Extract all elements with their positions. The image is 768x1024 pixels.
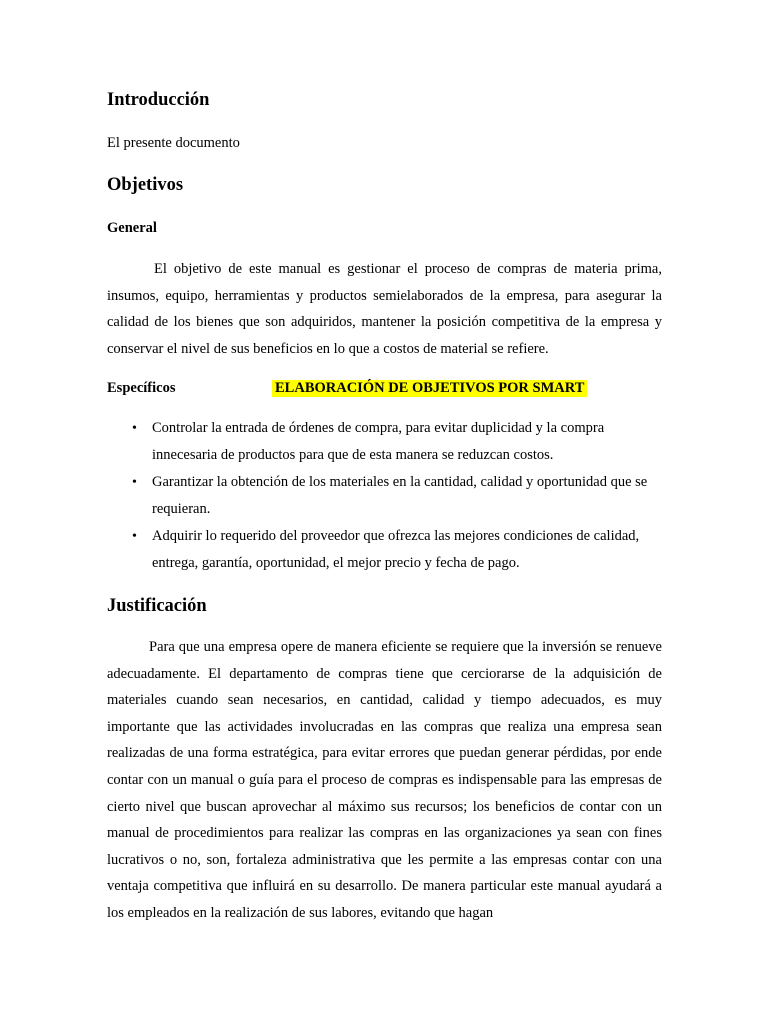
list-item [107,469,662,523]
justificacion-heading: Justificación [107,596,207,616]
bullet-icon: • [132,529,137,544]
especificos-list [107,415,662,577]
justificacion-paragraph: Para que una empresa opere de manera eficiente se requiere que la inversión se renueve adecuadamente. El departamento de compras tiene que cerciorarse de la adquisición de materiales cuando sean necesarios, en cantidad, calidad y tiempo adecuados, es muy importante que las actividades involucradas en las compras que realiza una empresa sean realizadas de una forma estratégica, para evitar errores que puedan generar pérdidas, por ende contar con un manual o guía para el proceso de compras es indispensable para las empresas de cierto nivel que buscan aprovechar al máximo sus recursos; los beneficios de contar con un manual de procedimientos para realizar las compras en las organizaciones ya sean con fines lucrativos o no, son, fortaleza administrativa que les permite a las empresas contar con una ventaja competitiva que influirá en su desarrollo. De manera particular este manual ayudará a los empleados en la realización de sus labores, evitando que hagan [107,639,662,921]
especificos-heading: Específicos [107,380,176,396]
introduccion-text: El presente documento [107,135,240,151]
bullet-icon: • [132,475,137,490]
general-heading: General [107,220,157,236]
list-item [107,523,662,577]
introduccion-heading: Introducción [107,90,210,110]
list-item-text: Garantizar la obtención de los materiales en la cantidad, calidad y oportunidad que se requieran. [152,474,648,517]
smart-highlight: ELABORACIÓN DE OBJETIVOS POR SMART [272,380,587,397]
list-item-text: Controlar la entrada de órdenes de compra, para evitar duplicidad y la compra innecesaria de productos para que de esta manera se reduzcan costos. [152,420,605,463]
list-item [107,415,662,469]
objetivos-heading: Objetivos [107,175,184,195]
list-item-text: Adquirir lo requerido del proveedor que ofrezca las mejores condiciones de calidad, entrega, garantía, oportunidad, el mejor precio y fecha de pago. [152,528,640,571]
general-paragraph: El objetivo de este manual es gestionar el proceso de compras de materia prima, insumos, equipo, herramientas y productos semielaborados de la empresa, para asegurar la calidad de los bienes que son adquiridos, mantener la posición competitiva de la empresa y conservar el nivel de sus beneficios en lo que a costos de material se refiere. [107,261,662,357]
bullet-icon: • [132,421,137,436]
